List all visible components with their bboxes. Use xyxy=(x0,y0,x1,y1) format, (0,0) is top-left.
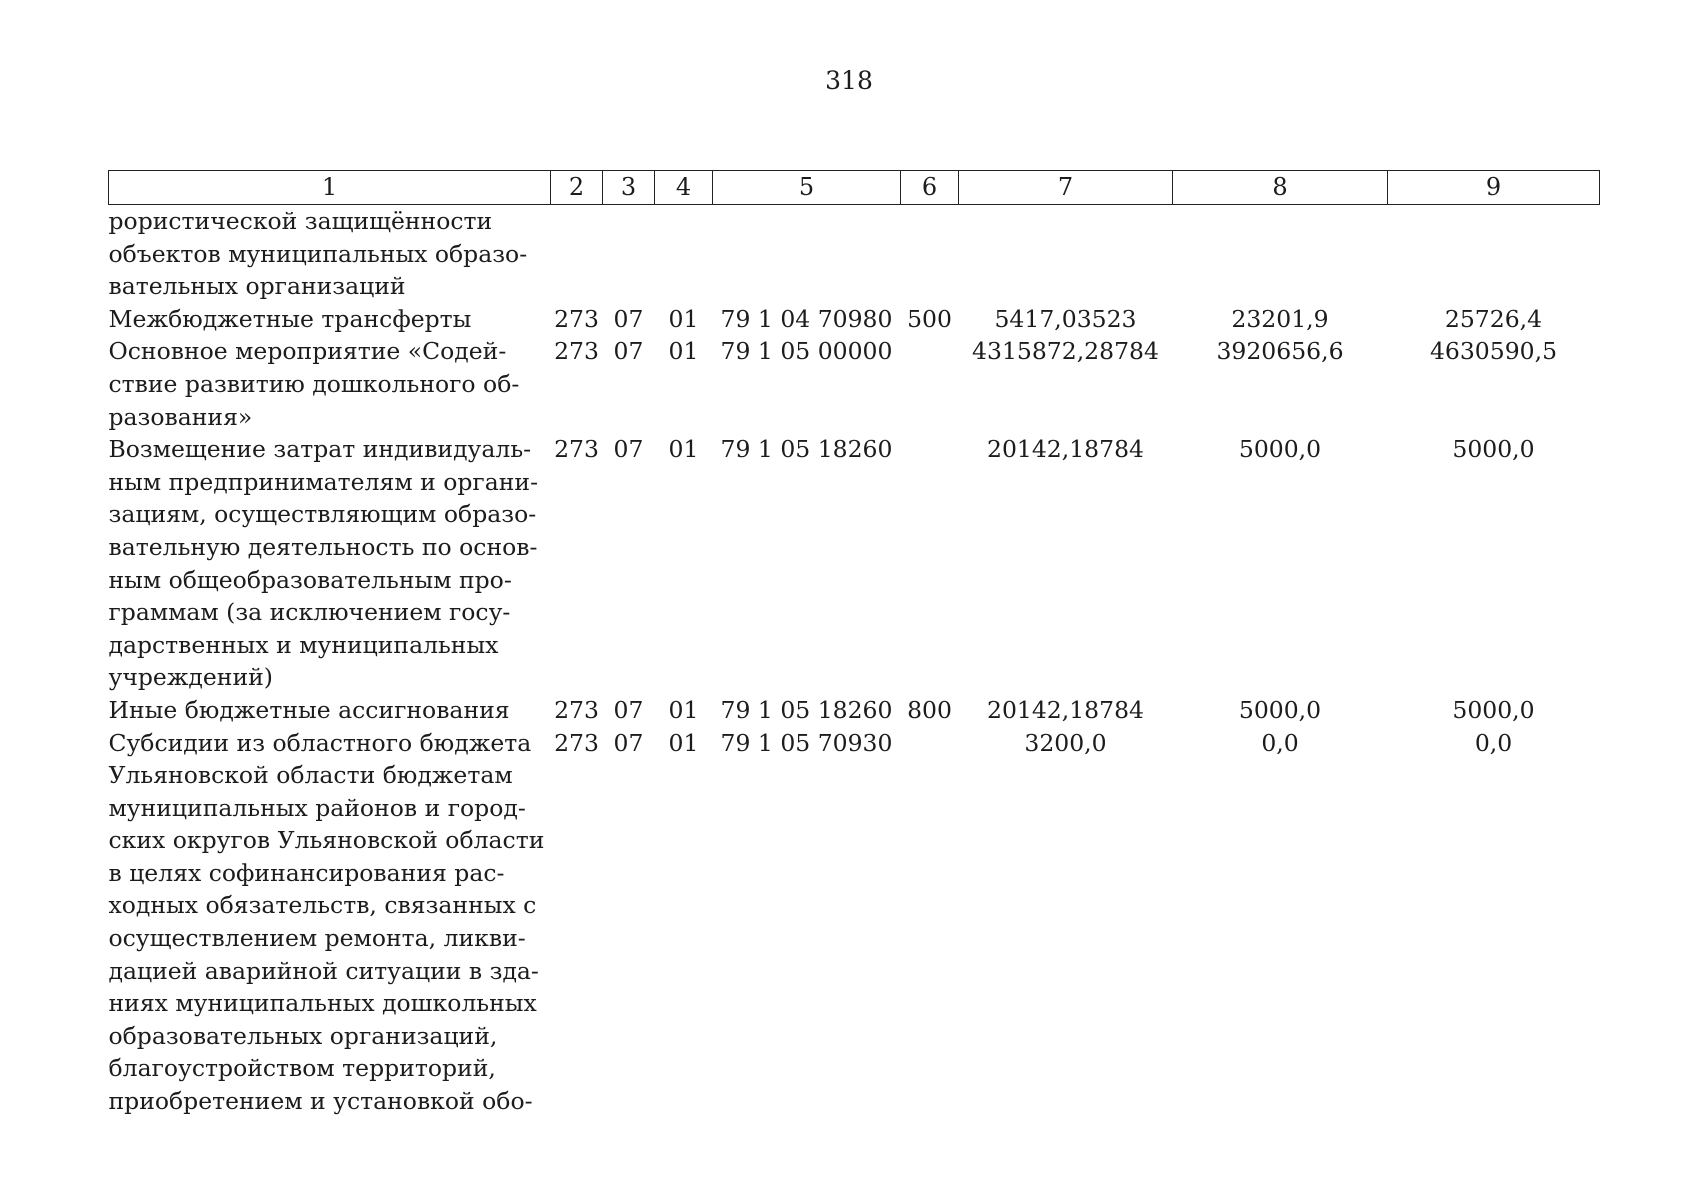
header-cell: 7 xyxy=(959,171,1173,205)
admin-code-cell: 273 xyxy=(554,304,599,333)
description-line: ских округов Ульяновской области xyxy=(108,826,545,855)
row-description xyxy=(109,694,551,727)
description-line: дацией аварийной ситуации в зда- xyxy=(108,956,539,985)
expense-type-cell: 800 xyxy=(907,695,952,724)
amount-col7-cell: 20142,18784 xyxy=(987,435,1144,464)
description-line: ствие развитию дошкольного об- xyxy=(108,369,520,398)
header-cell: 6 xyxy=(901,171,959,205)
description-line: дарственных и муниципальных xyxy=(108,630,499,659)
expense-type-cell xyxy=(901,205,959,303)
section-cell: 07 xyxy=(613,435,644,464)
header-cell: 5 xyxy=(713,171,901,205)
description-line: объектов муниципальных образо- xyxy=(108,239,528,268)
amount-col7-cell: 3200,0 xyxy=(1024,728,1107,757)
target-article-cell: 79 1 05 70930 xyxy=(720,728,893,757)
section-cell xyxy=(603,205,655,303)
budget-table xyxy=(108,170,1600,1118)
description-line: граммам (за исключением госу- xyxy=(108,598,511,627)
amount-col7-cell: 4315872,28784 xyxy=(972,337,1159,366)
amount-col9-cell xyxy=(1388,205,1600,303)
description-line: муниципальных районов и город- xyxy=(108,793,526,822)
header-cell: 3 xyxy=(603,171,655,205)
description-line: зациям, осуществляющим образо- xyxy=(108,500,537,529)
target-article-cell: 79 1 05 18260 xyxy=(720,435,893,464)
description-line: в целях софинансирования рас- xyxy=(108,858,505,887)
table-row xyxy=(109,303,1600,336)
subsection-cell xyxy=(655,205,713,303)
description-line: ходных обязательств, связанных с xyxy=(108,891,537,920)
description-line: вательных организаций xyxy=(108,272,406,301)
amount-col8-cell xyxy=(1173,205,1388,303)
expense-type-cell xyxy=(901,433,959,694)
amount-col9-cell: 5000,0 xyxy=(1452,695,1535,724)
header-cell: 4 xyxy=(655,171,713,205)
header-row xyxy=(109,171,1600,205)
description-line: Ульяновской области бюджетам xyxy=(108,761,513,790)
admin-code-cell: 273 xyxy=(554,435,599,464)
description-line: рористической защищённости xyxy=(108,207,493,235)
table-row xyxy=(109,433,1600,694)
table-row xyxy=(109,205,1600,303)
description-line: разования» xyxy=(108,402,253,431)
description-line: приобретением и установкой обо- xyxy=(108,1087,533,1116)
description-line: Возмещение затрат индивидуаль- xyxy=(108,435,532,464)
target-article-cell: 79 1 04 70980 xyxy=(720,304,893,333)
section-cell: 07 xyxy=(613,337,644,366)
subsection-cell: 01 xyxy=(668,337,699,366)
amount-col8-cell: 5000,0 xyxy=(1238,695,1322,724)
amount-col8-cell: 23201,9 xyxy=(1231,304,1329,333)
table-row xyxy=(109,694,1600,727)
target-article-cell xyxy=(713,205,901,303)
description-line: вательную деятельность по основ- xyxy=(108,532,538,561)
header-cell: 2 xyxy=(551,171,603,205)
description-line: Субсидии из областного бюджета xyxy=(108,728,532,757)
amount-col9-cell: 0,0 xyxy=(1474,728,1513,757)
amount-col8-cell: 0,0 xyxy=(1261,728,1299,757)
section-cell: 07 xyxy=(613,728,644,757)
amount-col9-cell: 4630590,5 xyxy=(1429,337,1558,366)
row-description xyxy=(109,335,551,433)
amount-col8-cell: 5000,0 xyxy=(1238,435,1322,464)
subsection-cell: 01 xyxy=(668,435,699,464)
expense-type-cell xyxy=(901,727,959,1118)
subsection-cell: 01 xyxy=(668,728,699,757)
target-article-cell: 79 1 05 00000 xyxy=(720,337,893,366)
amount-col9-cell: 25726,4 xyxy=(1444,304,1543,333)
amount-col9-cell: 5000,0 xyxy=(1452,435,1535,464)
page-number: 318 xyxy=(825,66,873,95)
subsection-cell: 01 xyxy=(668,695,699,724)
description-line: осуществлением ремонта, ликви- xyxy=(108,924,526,953)
admin-code-cell: 273 xyxy=(554,337,599,366)
table-row xyxy=(109,335,1600,433)
expense-type-cell xyxy=(901,335,959,433)
table-body xyxy=(109,205,1600,1118)
description-line: Иные бюджетные ассигнования xyxy=(108,695,510,724)
header-cell: 8 xyxy=(1173,171,1388,205)
table-row xyxy=(109,727,1600,1118)
admin-code-cell: 273 xyxy=(554,695,599,724)
admin-code-cell: 273 xyxy=(554,728,599,757)
section-cell: 07 xyxy=(613,304,644,333)
description-line: образовательных организаций, xyxy=(108,1021,498,1050)
amount-col7-cell: 5417,03523 xyxy=(994,304,1137,333)
admin-code-cell xyxy=(551,205,603,303)
row-description xyxy=(109,727,551,1118)
row-description xyxy=(109,303,551,336)
section-cell: 07 xyxy=(613,695,644,724)
description-line: благоустройством территорий, xyxy=(108,1054,496,1083)
description-line: Основное мероприятие «Содей- xyxy=(108,337,507,366)
description-line: ным предпринимателям и органи- xyxy=(108,467,539,496)
row-description xyxy=(109,433,551,694)
amount-col7-cell: 20142,18784 xyxy=(987,695,1144,724)
expense-type-cell: 500 xyxy=(907,304,952,333)
description-line: ным общеобразовательным про- xyxy=(108,565,512,594)
description-line: ниях муниципальных дошкольных xyxy=(108,989,537,1018)
amount-col8-cell: 3920656,6 xyxy=(1216,337,1344,366)
amount-col7-cell xyxy=(959,205,1173,303)
description-line: учреждений) xyxy=(108,663,273,692)
header-cell: 1 xyxy=(109,171,551,205)
row-description xyxy=(109,205,551,303)
description-line: Межбюджетные трансферты xyxy=(108,304,472,333)
subsection-cell: 01 xyxy=(668,304,699,333)
header-cell: 9 xyxy=(1388,171,1600,205)
target-article-cell: 79 1 05 18260 xyxy=(720,695,893,724)
